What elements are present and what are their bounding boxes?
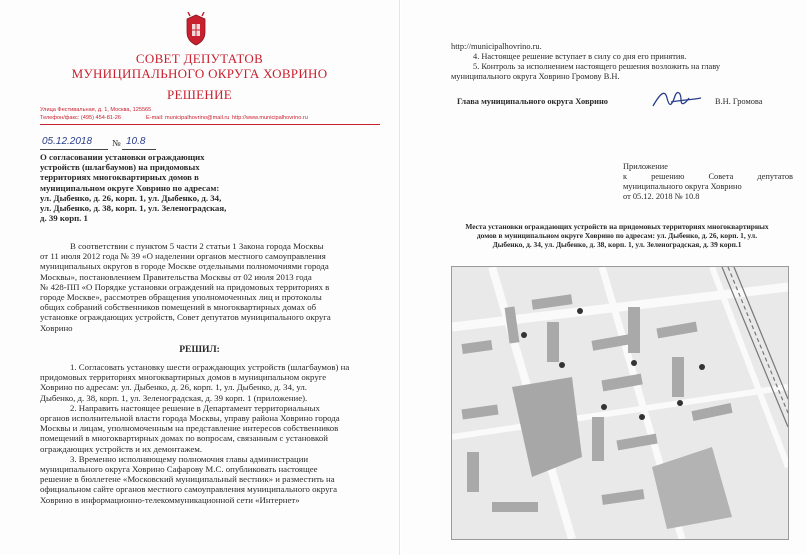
item-line: ограждающих устройств и их демонтажем. <box>40 443 203 454</box>
subject-line: д. 39 корп. 1 <box>40 213 88 224</box>
header-divider <box>40 124 380 125</box>
email-line: E-mail: municipalhovrino@mail.ru <box>146 115 230 121</box>
preamble-line: В соответствии с пунктом 5 части 2 статьи 1 Закона города Москвы <box>70 241 324 251</box>
item-line: решение в бюллетене «Московский муниципальный вестник» и разместить на <box>40 474 335 485</box>
item-line: Москвы и лицам, уполномоченным на представление интересов собственников <box>40 423 339 434</box>
map-caption <box>441 222 793 249</box>
item-line: муниципального округа Ховрино Сафарову М.С. опубликовать настоящее <box>40 464 318 475</box>
item-4: 4. Настоящее решение вступает в силу со дня его принятия. <box>473 52 687 61</box>
preamble-line: от 11 июля 2012 года № 39 «О наделении органов местного самоуправления <box>40 251 326 262</box>
appendix-line: муниципального округа Ховрино <box>623 182 742 191</box>
preamble-paragraph <box>40 241 380 333</box>
subject-line: муниципальном округе Ховрино по адресам: <box>40 182 220 193</box>
preamble-line: установке ограждающих устройств, Совет депутатов муниципального округа <box>40 312 331 323</box>
number-sign: № <box>112 138 121 148</box>
item-line: Дыбенко, д. 38, корп. 1, ул. Зеленоградская, д. 39 корп. 1 (приложение). <box>40 392 308 403</box>
phone-line: Телефон/факс: (495) 454-81-26 <box>40 115 122 121</box>
preamble-line: Ховрино <box>40 322 73 333</box>
resolved-heading: РЕШИЛ: <box>179 344 220 355</box>
item-5-line-1: 5. Контроль за исполнением настоящего решения возложить на главу <box>473 62 721 71</box>
item-line: органов исполнительной власти города Москвы, управу района Ховрино города <box>40 413 340 424</box>
date-underline <box>40 149 108 150</box>
subject-line: территориях многоквартирных домов в <box>40 172 199 183</box>
date-handwritten: 05.12.2018 <box>42 136 93 147</box>
website-line: http://www.municipalhovrino.ru <box>232 115 308 121</box>
council-name: СОВЕТ ДЕПУТАТОВ <box>135 51 264 66</box>
item-line: 1. Согласовать установку шести ограждающих устройств (шлагбаумов) на <box>70 362 350 372</box>
appendix-line: к решению Совета депутатов <box>623 172 793 181</box>
address-line: Улица Фестивальная, д. 1, Москва, 125565 <box>40 107 152 113</box>
map-caption-line: Места установки ограждающих устройств на придомовых территориях многоквартирных <box>465 222 769 231</box>
map-drawing <box>452 267 788 539</box>
item-line: 3. Временно исполняющему полномочия главы администрации <box>70 453 309 464</box>
preamble-line: общих собраний собственников помещений в многоквартирных домах об <box>40 302 317 313</box>
decision-subject <box>40 152 266 223</box>
preamble-line: муниципальных округов в городе Москве отдельными полномочиями города <box>40 261 329 272</box>
item-line: Ховрино в информационно-телекоммуникационной сети «Интернет» <box>40 494 300 505</box>
decision-title: РЕШЕНИЕ <box>166 87 233 102</box>
appendix-line: от 05.12. 2018 № 10.8 <box>623 192 700 201</box>
signature-icon <box>651 88 703 112</box>
appendix-block <box>623 162 793 202</box>
item-line: официальном сайте органов местного самоуправления муниципального округа <box>40 484 337 495</box>
subject-line: ул. Дыбенко, д. 26, корп. 1, ул. Дыбенко, д. 34, <box>40 192 222 203</box>
number-handwritten: 10.8 <box>126 136 146 147</box>
coat-of-arms-icon <box>184 12 208 46</box>
item-line: придомовых территориях многоквартирных домов в муниципальном округе <box>40 372 327 383</box>
decision-page-2 <box>401 0 807 555</box>
decision-page-1 <box>0 0 400 555</box>
map-caption-line: домов в муниципальном округе Ховрино по адресам: ул. Дыбенко, д. 26, корп. 1, ул. <box>476 231 758 240</box>
item-5-line-2: муниципального округа Ховрино Громову В.Н. <box>451 72 620 81</box>
number-underline <box>122 149 156 150</box>
head-name: В.Н. Громова <box>715 97 763 106</box>
appendix-line: Приложение <box>623 162 668 171</box>
decision-items <box>40 362 380 505</box>
official-site-url: http://municipalhovrino.ru. <box>451 42 542 51</box>
subject-line: устройств (шлагбаумов) на придомовых <box>40 162 200 173</box>
subject-line: ул. Дыбенко, д. 38, корп. 1, ул. Зеленоградская, <box>40 203 227 214</box>
item-line: 2. Направить настоящее решение в Департамент территориальных <box>70 402 320 413</box>
item-line: помещений в многоквартирных домах по вопросам, связанным с установкой <box>40 433 328 444</box>
location-map <box>451 266 789 540</box>
head-title: Глава муниципального округа Ховрино <box>457 97 608 106</box>
preamble-line: № 428-ПП «О Порядке установки ограждений на придомовых территориях в <box>40 281 330 292</box>
item-line: Ховрино по адресам: ул. Дыбенко, д. 26, корп. 1, ул. Дыбенко, д. 34, ул. <box>40 382 307 393</box>
map-caption-line: Дыбенко, д. 34, ул. Дыбенко, д. 38, корп. 1, ул. Зеленоградская, д. 39 корп.1 <box>492 240 742 249</box>
district-name: МУНИЦИПАЛЬНОГО ОКРУГА ХОВРИНО <box>71 66 328 81</box>
preamble-line: городе Москве», рассмотрев обращения уполномоченных лиц и протоколы <box>40 292 322 303</box>
subject-line: О согласовании установки ограждающих <box>40 152 205 162</box>
preamble-line: Москвы», постановлением Правительства Москвы от 02 июля 2013 года <box>40 271 312 282</box>
